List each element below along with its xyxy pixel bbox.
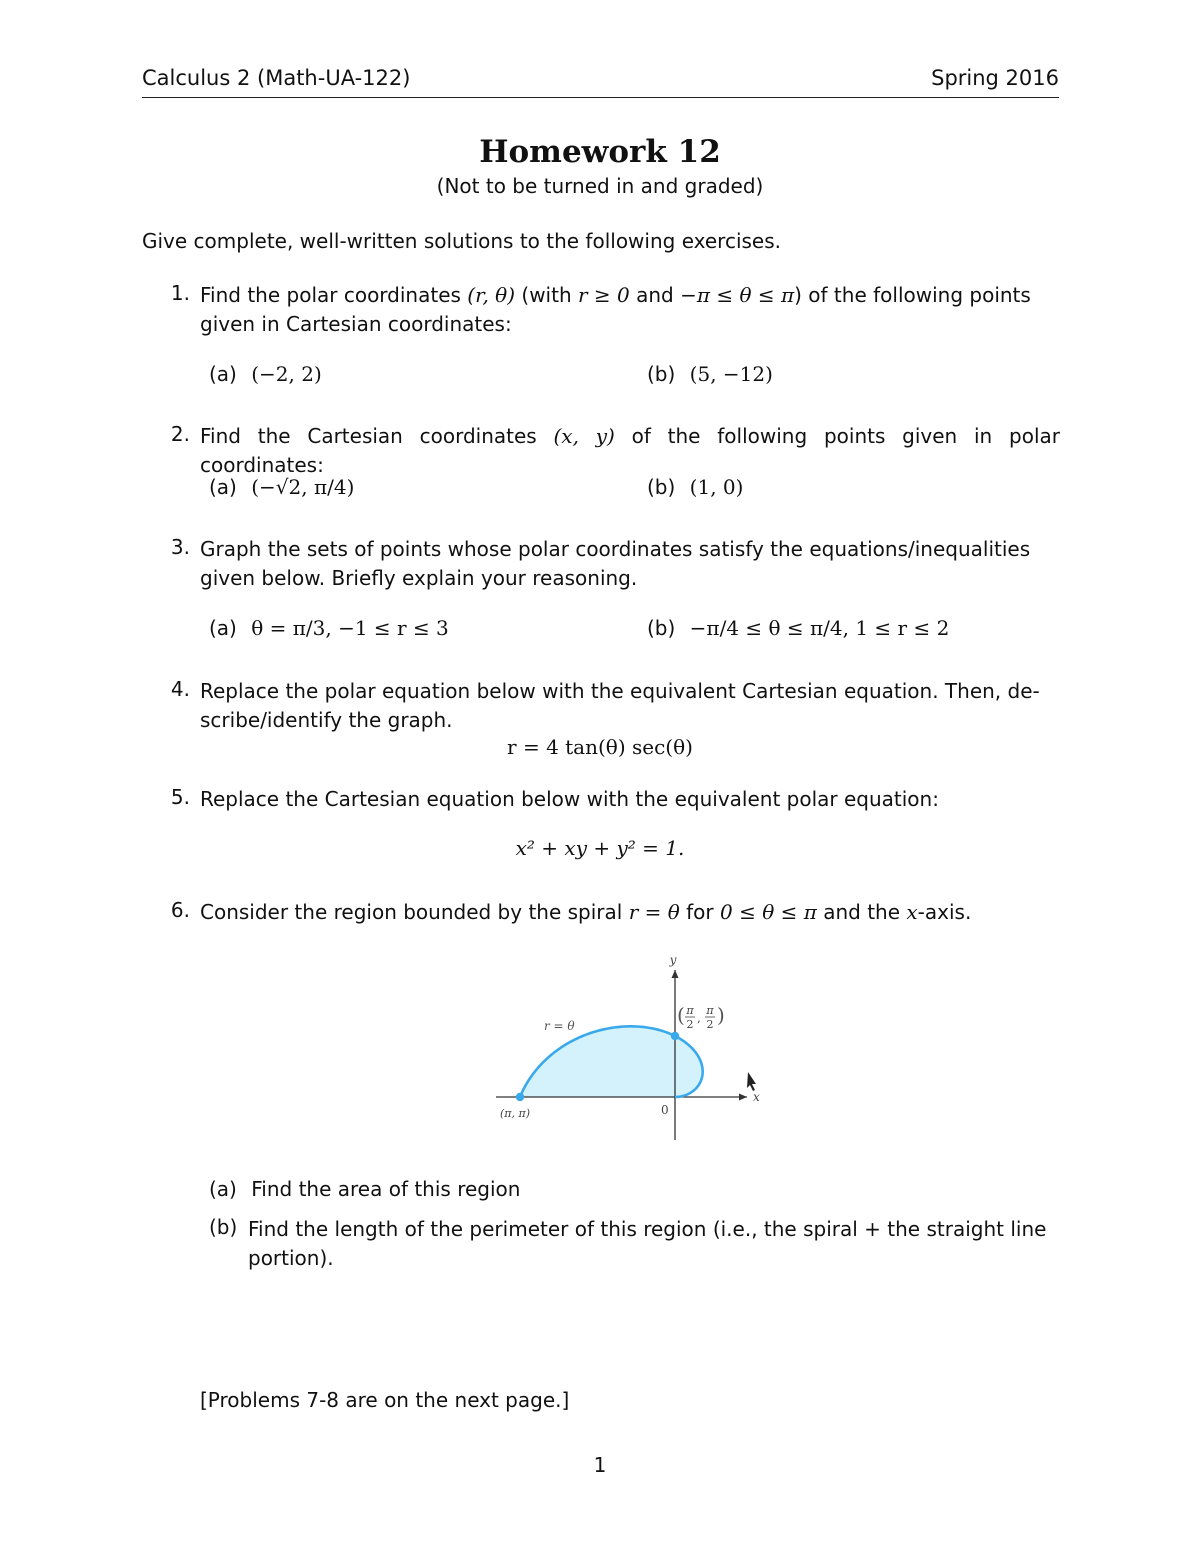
point-top-den-1: 2 — [686, 1018, 694, 1031]
problem-1a-value: (−2, 2) — [251, 362, 322, 386]
point-top-den-2: 2 — [706, 1018, 714, 1031]
problem-1-text: Find the polar coordinates (r, θ) (with r ≥ 0 and −π ≤ θ ≤ π) of the following points — [200, 283, 1031, 307]
curve-label: r = θ — [544, 1019, 575, 1033]
svg-text:,: , — [697, 1011, 701, 1025]
problem-4-text-line2: scribe/identify the graph. — [200, 708, 453, 732]
course-header: Calculus 2 (Math-UA-122) — [142, 66, 411, 90]
problem-2-number: 2. — [170, 422, 190, 446]
problem-6a — [209, 1177, 520, 1201]
problem-3a-value: θ = π/3, −1 ≤ r ≤ 3 — [251, 616, 449, 640]
problem-5-equation: x² + xy + y² = 1. — [515, 836, 685, 860]
problem-2a-value: (−√2, π/4) — [251, 475, 355, 499]
problem-6-number: 6. — [170, 898, 190, 922]
problem-1a-label: (a) — [209, 362, 237, 386]
problem-2a — [209, 475, 354, 499]
problem-4-number: 4. — [170, 677, 190, 701]
problem-6b-label: (b) — [209, 1215, 238, 1239]
next-page-note: [Problems 7-8 are on the next page.] — [200, 1388, 570, 1412]
problem-3b-value: −π/4 ≤ θ ≤ π/4, 1 ≤ r ≤ 2 — [689, 616, 950, 640]
problem-3b — [647, 616, 949, 640]
problem-1a — [209, 362, 322, 386]
problem-4-equation: r = 4 tan(θ) sec(θ) — [507, 735, 693, 759]
term-header: Spring 2016 — [931, 66, 1059, 90]
problem-3b-label: (b) — [647, 616, 676, 640]
problem-5-text: Replace the Cartesian equation below with the equivalent polar equation: — [200, 787, 939, 811]
x-axis-arrow — [739, 1094, 747, 1101]
origin-label: 0 — [661, 1103, 669, 1117]
cursor-arrow-icon — [747, 1072, 756, 1091]
problem-6b-text-line2: portion). — [248, 1246, 334, 1270]
problem-5-number: 5. — [170, 785, 190, 809]
point-left-label: (π, π) — [500, 1107, 531, 1120]
problem-6a-text: Find the area of this region — [251, 1177, 521, 1201]
spiral-region-figure — [480, 950, 780, 1150]
y-axis-arrow — [672, 970, 679, 978]
point-top-num-2: π — [706, 1004, 714, 1017]
page-subtitle: (Not to be turned in and graded) — [436, 174, 764, 198]
point-top-num-1: π — [686, 1004, 694, 1017]
intro-text: Give complete, well-written solutions to the following exercises. — [142, 229, 782, 253]
problem-1b — [647, 362, 773, 386]
problem-1-text-line2: given in Cartesian coordinates: — [200, 312, 512, 336]
page-title: Homework 12 — [479, 134, 721, 170]
point-pi-over-2 — [671, 1032, 679, 1040]
problem-3a — [209, 616, 449, 640]
problem-3-number: 3. — [170, 535, 190, 559]
problem-2-text: Find the Cartesian coordinates (x, y) of the following points given in polar coordinates: — [200, 424, 1060, 477]
problem-1b-label: (b) — [647, 362, 676, 386]
problem-2a-label: (a) — [209, 475, 237, 499]
header-rule — [142, 97, 1059, 98]
problem-1-number: 1. — [170, 281, 190, 305]
y-axis-label: y — [669, 953, 677, 967]
problem-6b-text-line1: Find the length of the perimeter of this region (i.e., the spiral + the straight line — [248, 1217, 1047, 1241]
problem-1b-value: (5, −12) — [689, 362, 773, 386]
page-number: 1 — [593, 1453, 607, 1477]
problem-3a-label: (a) — [209, 616, 237, 640]
svg-text:(: ( — [677, 1003, 685, 1027]
x-axis-label: x — [753, 1090, 760, 1104]
point-top-label — [677, 1003, 725, 1031]
problem-2b — [647, 475, 743, 499]
problem-6a-label: (a) — [209, 1177, 237, 1201]
problem-2b-value: (1, 0) — [689, 475, 744, 499]
point-pi-pi — [516, 1093, 524, 1101]
svg-text:): ) — [717, 1003, 725, 1027]
problem-4-text-line1: Replace the polar equation below with the equivalent Cartesian equation. Then, de- — [200, 679, 1040, 703]
problem-3-text-line1: Graph the sets of points whose polar coordinates satisfy the equations/inequalities — [200, 537, 1031, 561]
problem-6-text: Consider the region bounded by the spiral r = θ for 0 ≤ θ ≤ π and the x-axis. — [200, 900, 972, 924]
problem-2b-label: (b) — [647, 475, 676, 499]
problem-3-text-line2: given below. Briefly explain your reasoning. — [200, 566, 638, 590]
